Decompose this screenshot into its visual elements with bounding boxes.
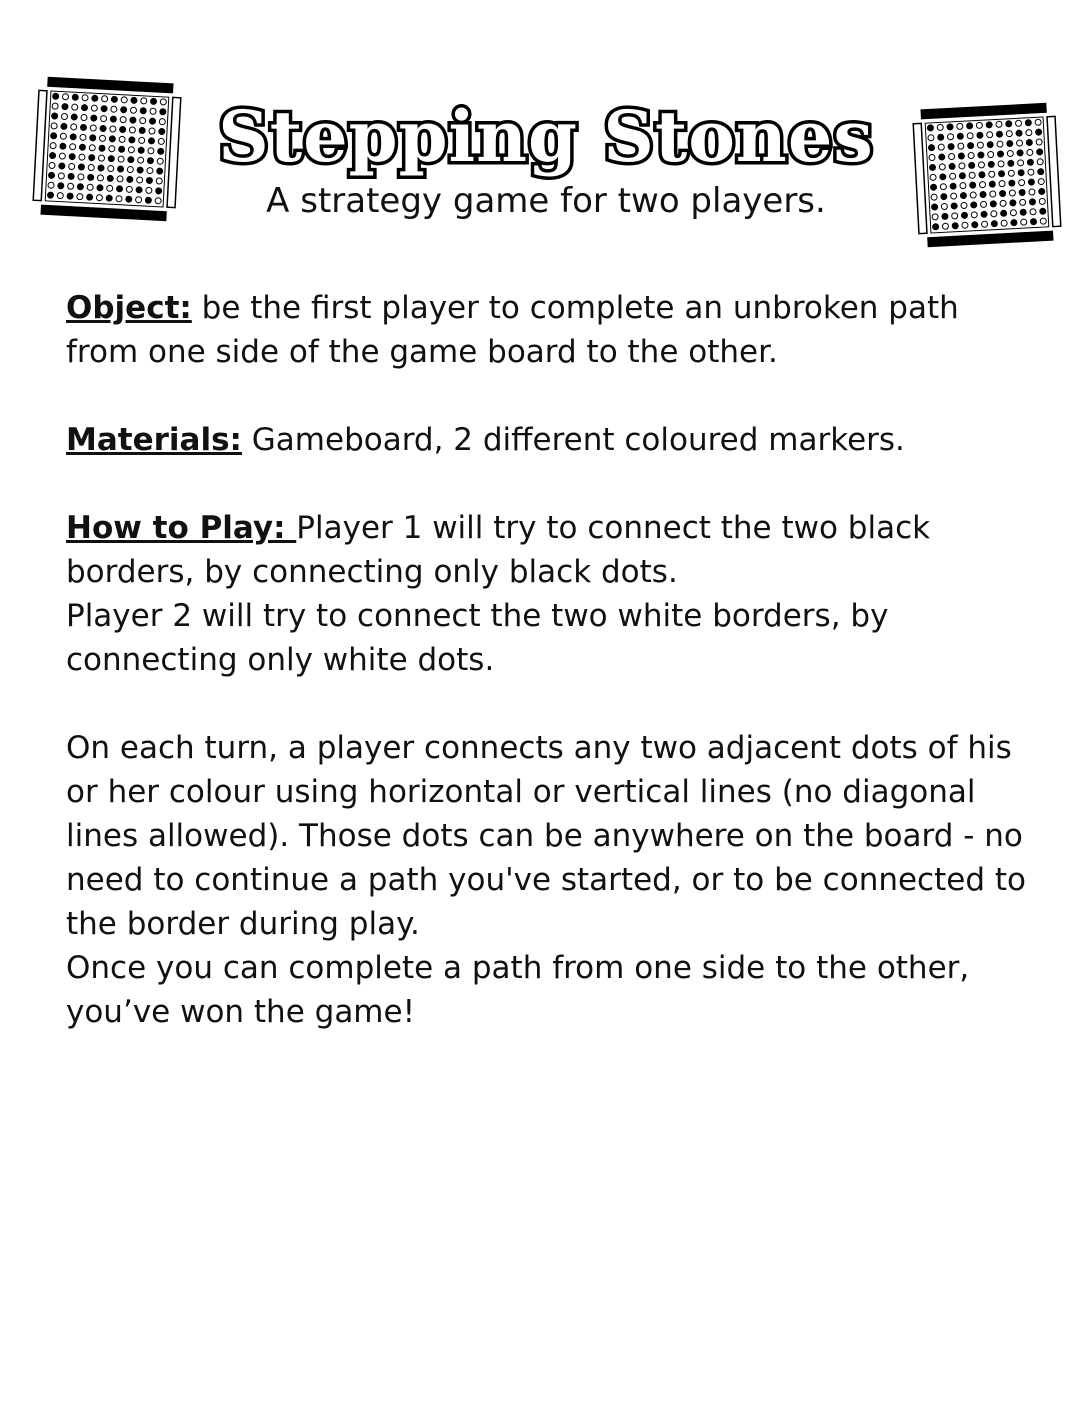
player2-paragraph: Player 2 will try to connect the two white borders, by connecting only white dots. — [66, 598, 889, 678]
how-to-play-label: How to Play: — [66, 510, 297, 546]
instructions — [66, 286, 1026, 1034]
turn-rules-paragraph: On each turn, a player connects any two adjacent dots of his or her colour using horizontal or vertical lines (no diagonal lines allowed). Those dots can be anywhere on the board - no need to continue a path you've started, or to be connected to the border during play. — [66, 730, 1026, 942]
page-subtitle: A strategy game for two players. — [266, 181, 826, 221]
page-title: Stepping Stones — [218, 95, 874, 178]
object-paragraph — [66, 286, 1026, 374]
win-condition-paragraph: Once you can complete a path from one side to the other, you’ve won the game! — [66, 950, 970, 1030]
materials-label: Materials: — [66, 422, 242, 458]
materials-text: Gameboard, 2 different coloured markers. — [241, 422, 905, 458]
how-to-play-text: Player 1 will try to connect the two black borders, by connecting only black dots. — [66, 510, 931, 590]
game-board-graphic-right — [908, 96, 1066, 254]
game-board-icon — [28, 70, 186, 228]
object-label: Object: — [66, 290, 192, 326]
how-to-play-paragraph — [66, 506, 1026, 594]
game-board-graphic-left — [28, 70, 186, 228]
game-board-icon — [908, 96, 1066, 254]
materials-paragraph — [66, 418, 1026, 462]
object-text: be the first player to complete an unbroken path from one side of the game board to the other. — [66, 290, 959, 370]
